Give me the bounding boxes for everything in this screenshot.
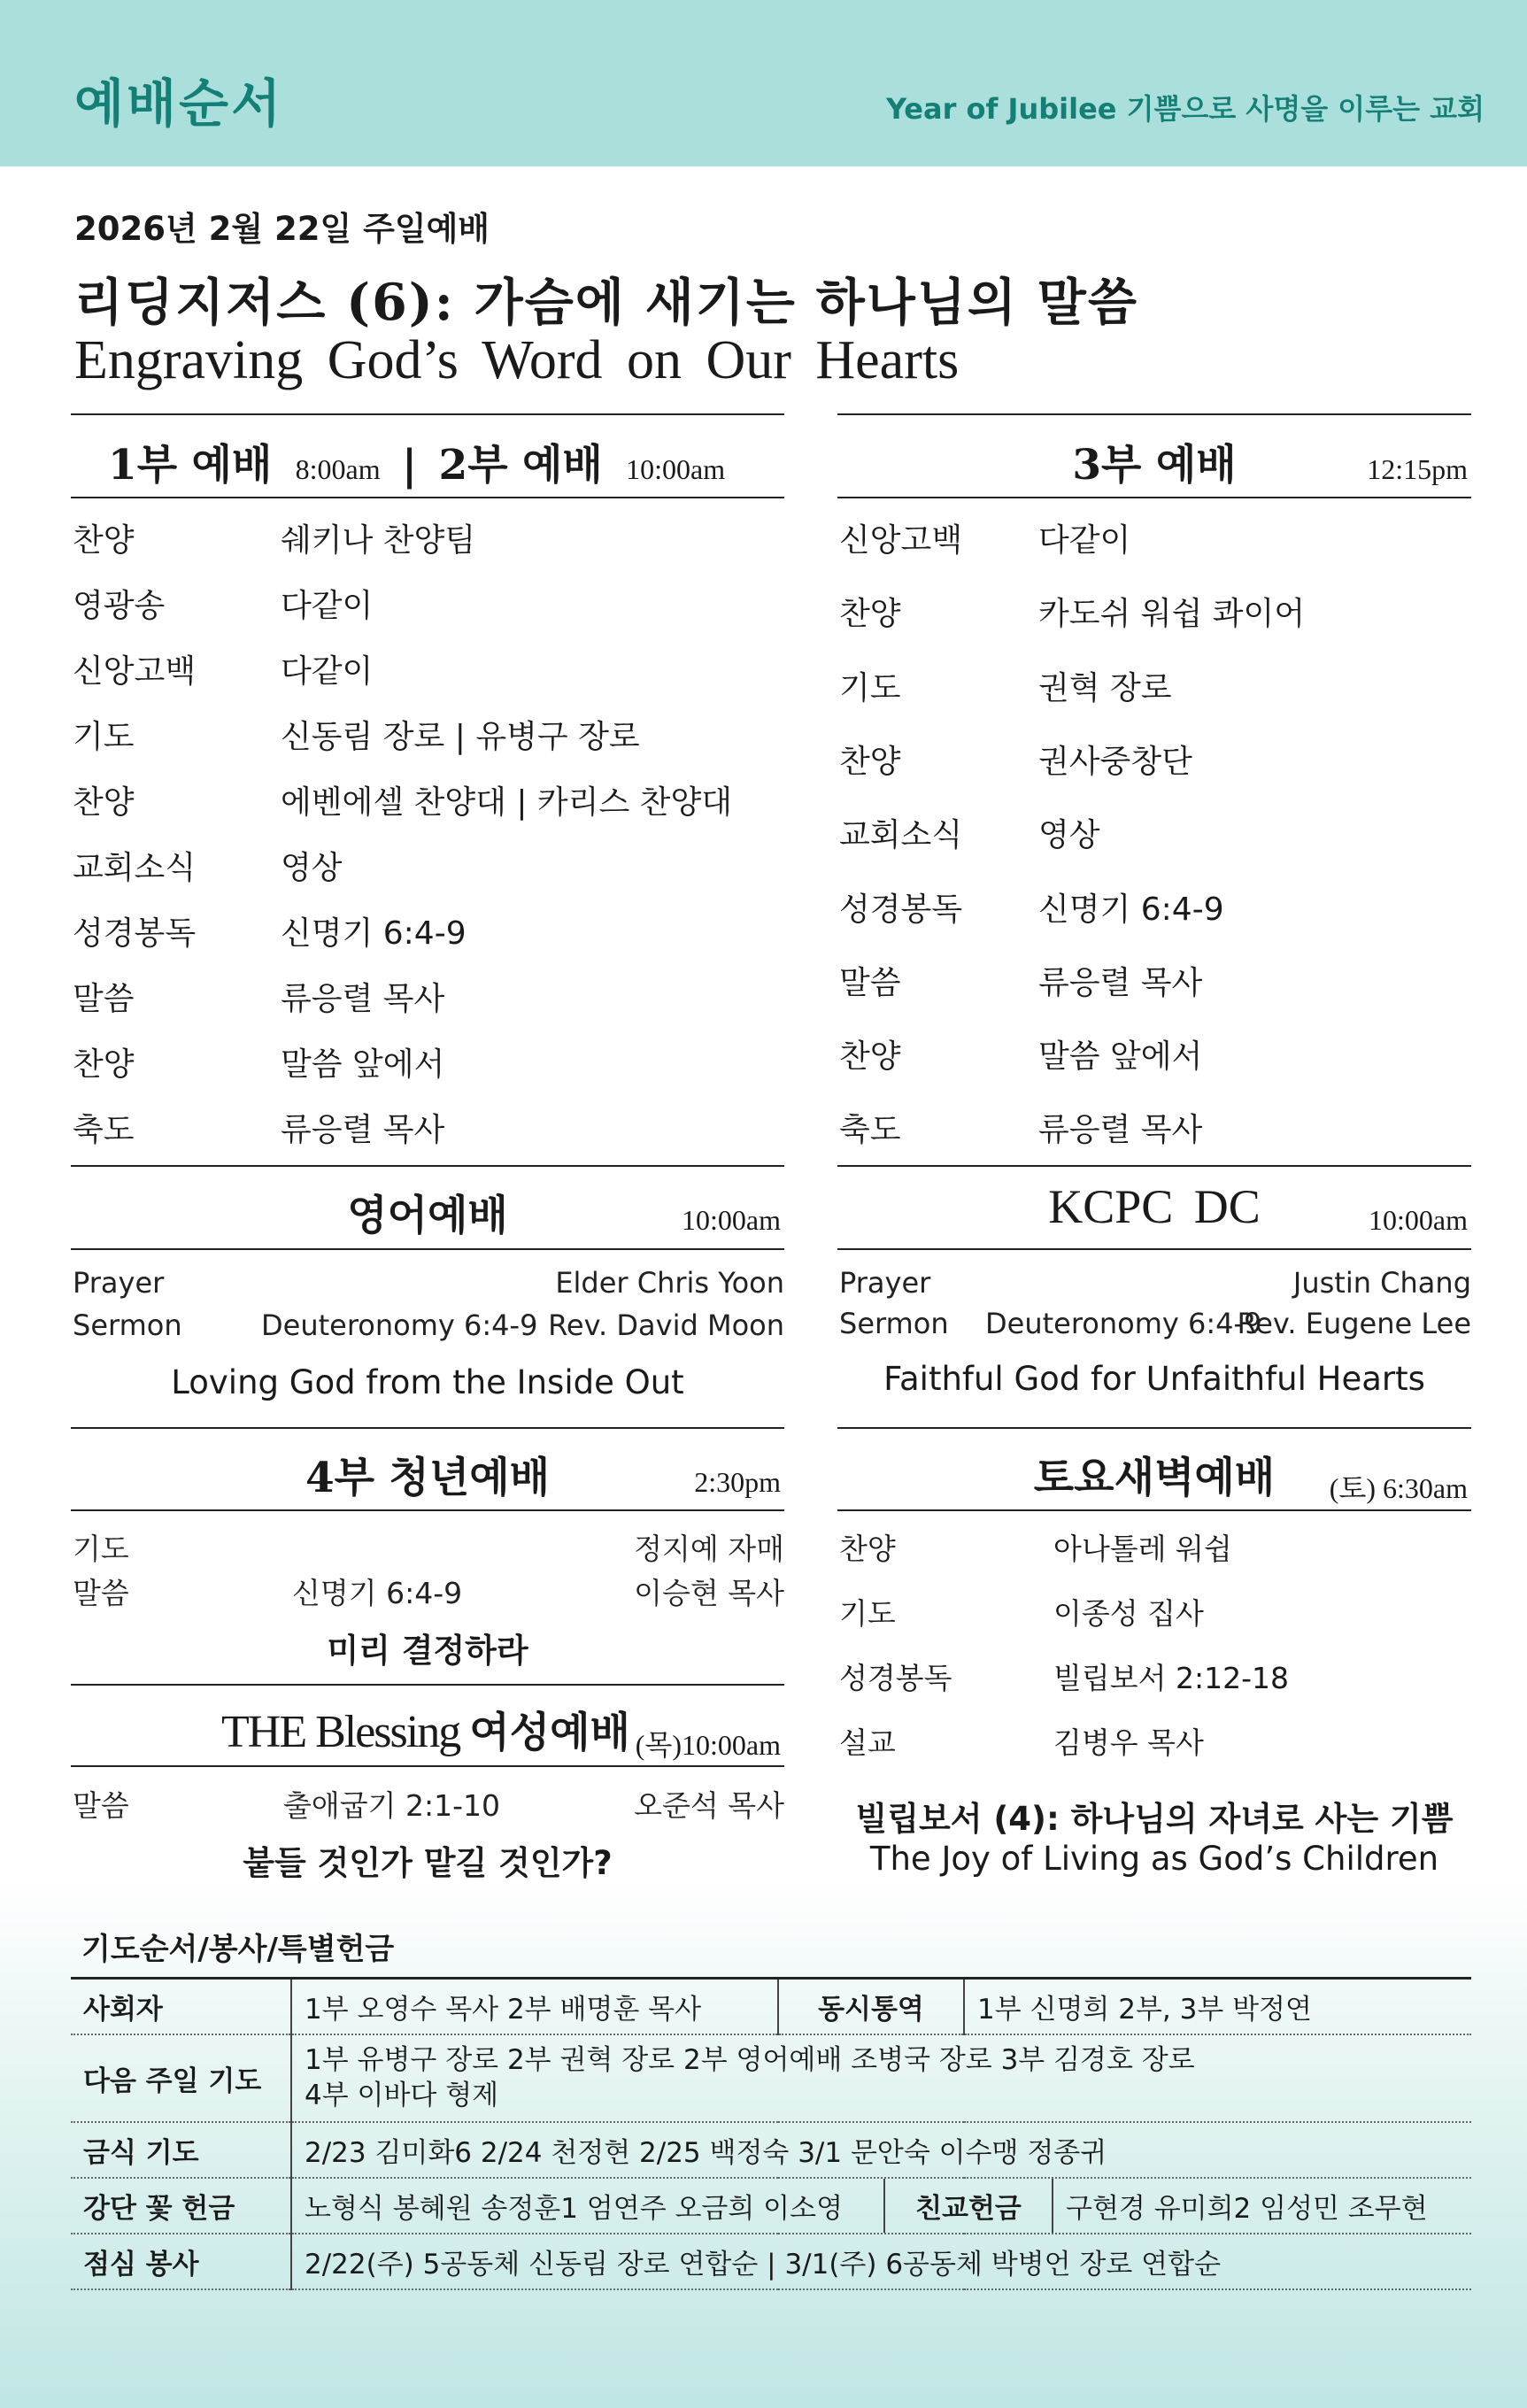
service-3-time: 12:15pm [1367, 453, 1468, 485]
order-value: 쉐키나 찬양팀 [281, 522, 476, 559]
english-service-header [71, 1167, 784, 1246]
order-value: 이종성 집사 [1053, 1596, 1204, 1631]
divider [71, 413, 784, 415]
order-label: 성경봉독 [73, 915, 197, 952]
saturday-dawn-label: 토요새벽예배 [1033, 1454, 1276, 1502]
english-service-time: 10:00am [682, 1204, 781, 1236]
order-value: 빌립보서 2:12-18 [1053, 1661, 1290, 1695]
order-label: 영광송 [73, 588, 166, 624]
womens-service-label-en: THE Blessing [221, 1707, 460, 1757]
order-label: 기도 [839, 670, 901, 706]
youth-sermon-title: 미리 결정하라 [327, 1632, 528, 1670]
lunch-label: 점심 봉사 [71, 2234, 291, 2289]
kcpc-dc-label: KCPC DC [1048, 1180, 1261, 1233]
sermon-label: 말씀 [73, 1576, 129, 1610]
prayer-by: 정지예 자매 [634, 1532, 784, 1566]
next-prayer-line: 4부 이바다 형제 [305, 2080, 499, 2112]
saturday-dawn-time: (토) 6:30am [1329, 1472, 1468, 1504]
service-3-header [837, 416, 1471, 496]
order-label: 축도 [73, 1112, 135, 1148]
prayer-label: 기도 [73, 1532, 129, 1566]
table-row [71, 2178, 1471, 2234]
saturday-dawn-header [837, 1429, 1471, 1509]
divider [837, 1509, 1471, 1511]
fellowship-value: 구현경 유미희2 임성민 조무현 [1066, 2192, 1428, 2225]
womens-sermon-title: 붙들 것인가 맡길 것인가? [243, 1844, 613, 1882]
preacher: Rev. David Moon [548, 1308, 784, 1342]
order-label: 말씀 [839, 965, 901, 1001]
sermon-series-title-ko: 리딩지저스 (6): 가슴에 새기는 하나님의 말씀 [74, 273, 1138, 332]
prayer-by: Elder Chris Yoon [555, 1266, 784, 1300]
womens-service-label-ko: 여성예배 [469, 1709, 630, 1757]
fast-prayer-value: 2/23 김미화6 2/24 천정현 2/25 백정숙 3/1 문안숙 이수맹 정종귀 [291, 2122, 1471, 2178]
scripture: Deuteronomy 6:4-9 [261, 1308, 538, 1342]
service-separator: | [402, 441, 418, 490]
service-1-time: 8:00am [295, 453, 381, 485]
prayer-row [73, 1526, 784, 1566]
header-band [0, 0, 1527, 166]
order-label: 교회소식 [73, 850, 197, 886]
order-label: 찬양 [73, 784, 135, 821]
preacher: 이승현 목사 [634, 1576, 784, 1610]
order-value: 류응렬 목사 [1038, 1112, 1203, 1148]
flower-cell [291, 2178, 1471, 2234]
service-1-2-header [71, 416, 784, 496]
order-value: 말씀 앞에서 [1038, 1038, 1203, 1075]
order-label: 설교 [839, 1725, 896, 1760]
order-value: 아나톨레 워쉽 [1053, 1532, 1232, 1566]
order-label: 성경봉독 [839, 891, 963, 928]
sermon-row [73, 1571, 784, 1608]
order-value: 영상 [281, 850, 343, 886]
order-label: 찬양 [839, 1532, 896, 1566]
order-value: 카도쉬 워쉽 콰이어 [1038, 596, 1306, 632]
preacher: Rev. Eugene Lee [1237, 1307, 1471, 1340]
order-value: 말씀 앞에서 [281, 1046, 445, 1083]
lunch-value: 2/22(주) 5공동체 신동림 장로 연합순 | 3/1(주) 6공동체 박병언 장로 연합순 [291, 2234, 1471, 2289]
fellowship-label: 친교헌금 [883, 2179, 1053, 2233]
serve-table [71, 1977, 1471, 2290]
service-3-label: 3부 예배 [1072, 441, 1237, 490]
order-value: 권혁 장로 [1038, 670, 1172, 706]
sermon-row [839, 1307, 1471, 1342]
next-prayer-value [291, 2034, 1471, 2122]
interp-label: 동시통역 [778, 1979, 964, 2035]
divider [837, 497, 1471, 498]
english-service-label: 영어예배 [347, 1192, 508, 1240]
next-prayer-line: 1부 유병구 장로 2부 권혁 장로 2부 영어예배 조병국 장로 3부 김경호 장로 [305, 2044, 1195, 2076]
table-row [71, 2234, 1471, 2289]
sermon-label: Sermon [839, 1307, 949, 1340]
page-title: 예배순서 [74, 73, 284, 134]
order-value: 류응렬 목사 [281, 1112, 445, 1148]
order-label: 찬양 [839, 596, 901, 632]
moderator-label: 사회자 [71, 1979, 291, 2035]
next-prayer-label: 다음 주일 기도 [71, 2034, 291, 2122]
youth-service-time: 2:30pm [694, 1466, 781, 1498]
order-value: 신동림 장로 | 유병구 장로 [281, 719, 640, 755]
order-value: 다같이 [281, 588, 374, 624]
order-label: 찬양 [839, 1038, 901, 1075]
youth-service-label: 4부 청년예배 [305, 1454, 551, 1502]
interp-value: 1부 신명희 2부, 3부 박정연 [964, 1979, 1471, 2035]
flower-value: 노형식 봉혜원 송정훈1 엄연주 오금희 이소영 [305, 2192, 844, 2225]
scripture: 출애굽기 2:1-10 [283, 1788, 501, 1823]
table-row [71, 1979, 1471, 2035]
scripture: 신명기 6:4-9 [292, 1576, 463, 1610]
prayer-label: Prayer [839, 1266, 931, 1300]
kcpc-dc-header [837, 1167, 1471, 1246]
order-label: 찬양 [839, 744, 901, 780]
divider [71, 1248, 784, 1250]
divider [71, 1765, 784, 1767]
flower-label: 강단 꽃 헌금 [71, 2178, 291, 2234]
prayer-row [73, 1266, 784, 1301]
order-value: 다같이 [1038, 522, 1131, 559]
fast-prayer-label: 금식 기도 [71, 2122, 291, 2178]
order-value: 에벤에셀 찬양대 | 카리스 찬양대 [281, 784, 732, 821]
divider [837, 413, 1471, 415]
order-label: 찬양 [73, 522, 135, 559]
sermon-row [73, 1308, 784, 1344]
order-label: 성경봉독 [839, 1661, 952, 1695]
service-2-label: 2부 예배 [438, 441, 603, 490]
table-row [71, 2122, 1471, 2178]
saturday-sermon-title-ko: 빌립보서 (4): 하나님의 자녀로 사는 기쁨 [855, 1800, 1454, 1838]
kcpc-sermon-title: Faithful God for Unfaithful Hearts [883, 1360, 1425, 1398]
order-label: 찬양 [73, 1046, 135, 1083]
table-row [71, 2034, 1471, 2122]
sermon-row [73, 1783, 784, 1823]
order-label: 말씀 [73, 981, 135, 1017]
saturday-sermon-title-en: The Joy of Living as God’s Children [869, 1840, 1439, 1878]
order-label: 기도 [839, 1596, 896, 1631]
sermon-label: 말씀 [73, 1788, 129, 1823]
moderator-value: 1부 오영수 목사 2부 배명훈 목사 [291, 1979, 778, 2035]
divider [71, 497, 784, 498]
kcpc-dc-time: 10:00am [1369, 1204, 1468, 1236]
church-slogan: Year of Jubilee 기쁨으로 사명을 이루는 교회 [886, 92, 1485, 126]
english-sermon-title: Loving God from the Inside Out [171, 1363, 684, 1401]
prayer-row [839, 1266, 1471, 1301]
order-value: 류응렬 목사 [1038, 965, 1203, 1001]
order-value: 류응렬 목사 [281, 981, 445, 1017]
service-1-label: 1부 예배 [108, 441, 273, 490]
womens-service-time: (목)10:00am [635, 1729, 781, 1761]
order-value: 김병우 목사 [1053, 1725, 1204, 1760]
order-label: 축도 [839, 1112, 901, 1148]
serve-section-title: 기도순서/봉사/특별헌금 [81, 1932, 395, 1967]
youth-service-header [71, 1429, 784, 1509]
order-value: 신명기 6:4-9 [1038, 891, 1224, 928]
prayer-label: Prayer [73, 1266, 165, 1300]
service-2-time: 10:00am [626, 453, 726, 485]
order-label: 신앙고백 [839, 522, 963, 559]
order-label: 교회소식 [839, 817, 963, 853]
divider [837, 1248, 1471, 1250]
divider [71, 1509, 784, 1511]
order-label: 신앙고백 [73, 653, 197, 690]
preacher: 오준석 목사 [634, 1788, 784, 1823]
prayer-by: Justin Chang [1292, 1266, 1471, 1300]
sermon-series-title-en: Engraving God’s Word on Our Hearts [74, 330, 960, 390]
order-label: 기도 [73, 719, 135, 755]
service-date: 2026년 2월 22일 주일예배 [74, 210, 490, 248]
scripture: Deuteronomy 6:4-9 [985, 1307, 1262, 1340]
sermon-label: Sermon [73, 1308, 182, 1342]
order-value: 신명기 6:4-9 [281, 915, 467, 952]
order-value: 권사중창단 [1038, 744, 1192, 780]
order-value: 영상 [1038, 817, 1100, 853]
order-value: 다같이 [281, 653, 374, 690]
womens-service-header [71, 1686, 784, 1765]
